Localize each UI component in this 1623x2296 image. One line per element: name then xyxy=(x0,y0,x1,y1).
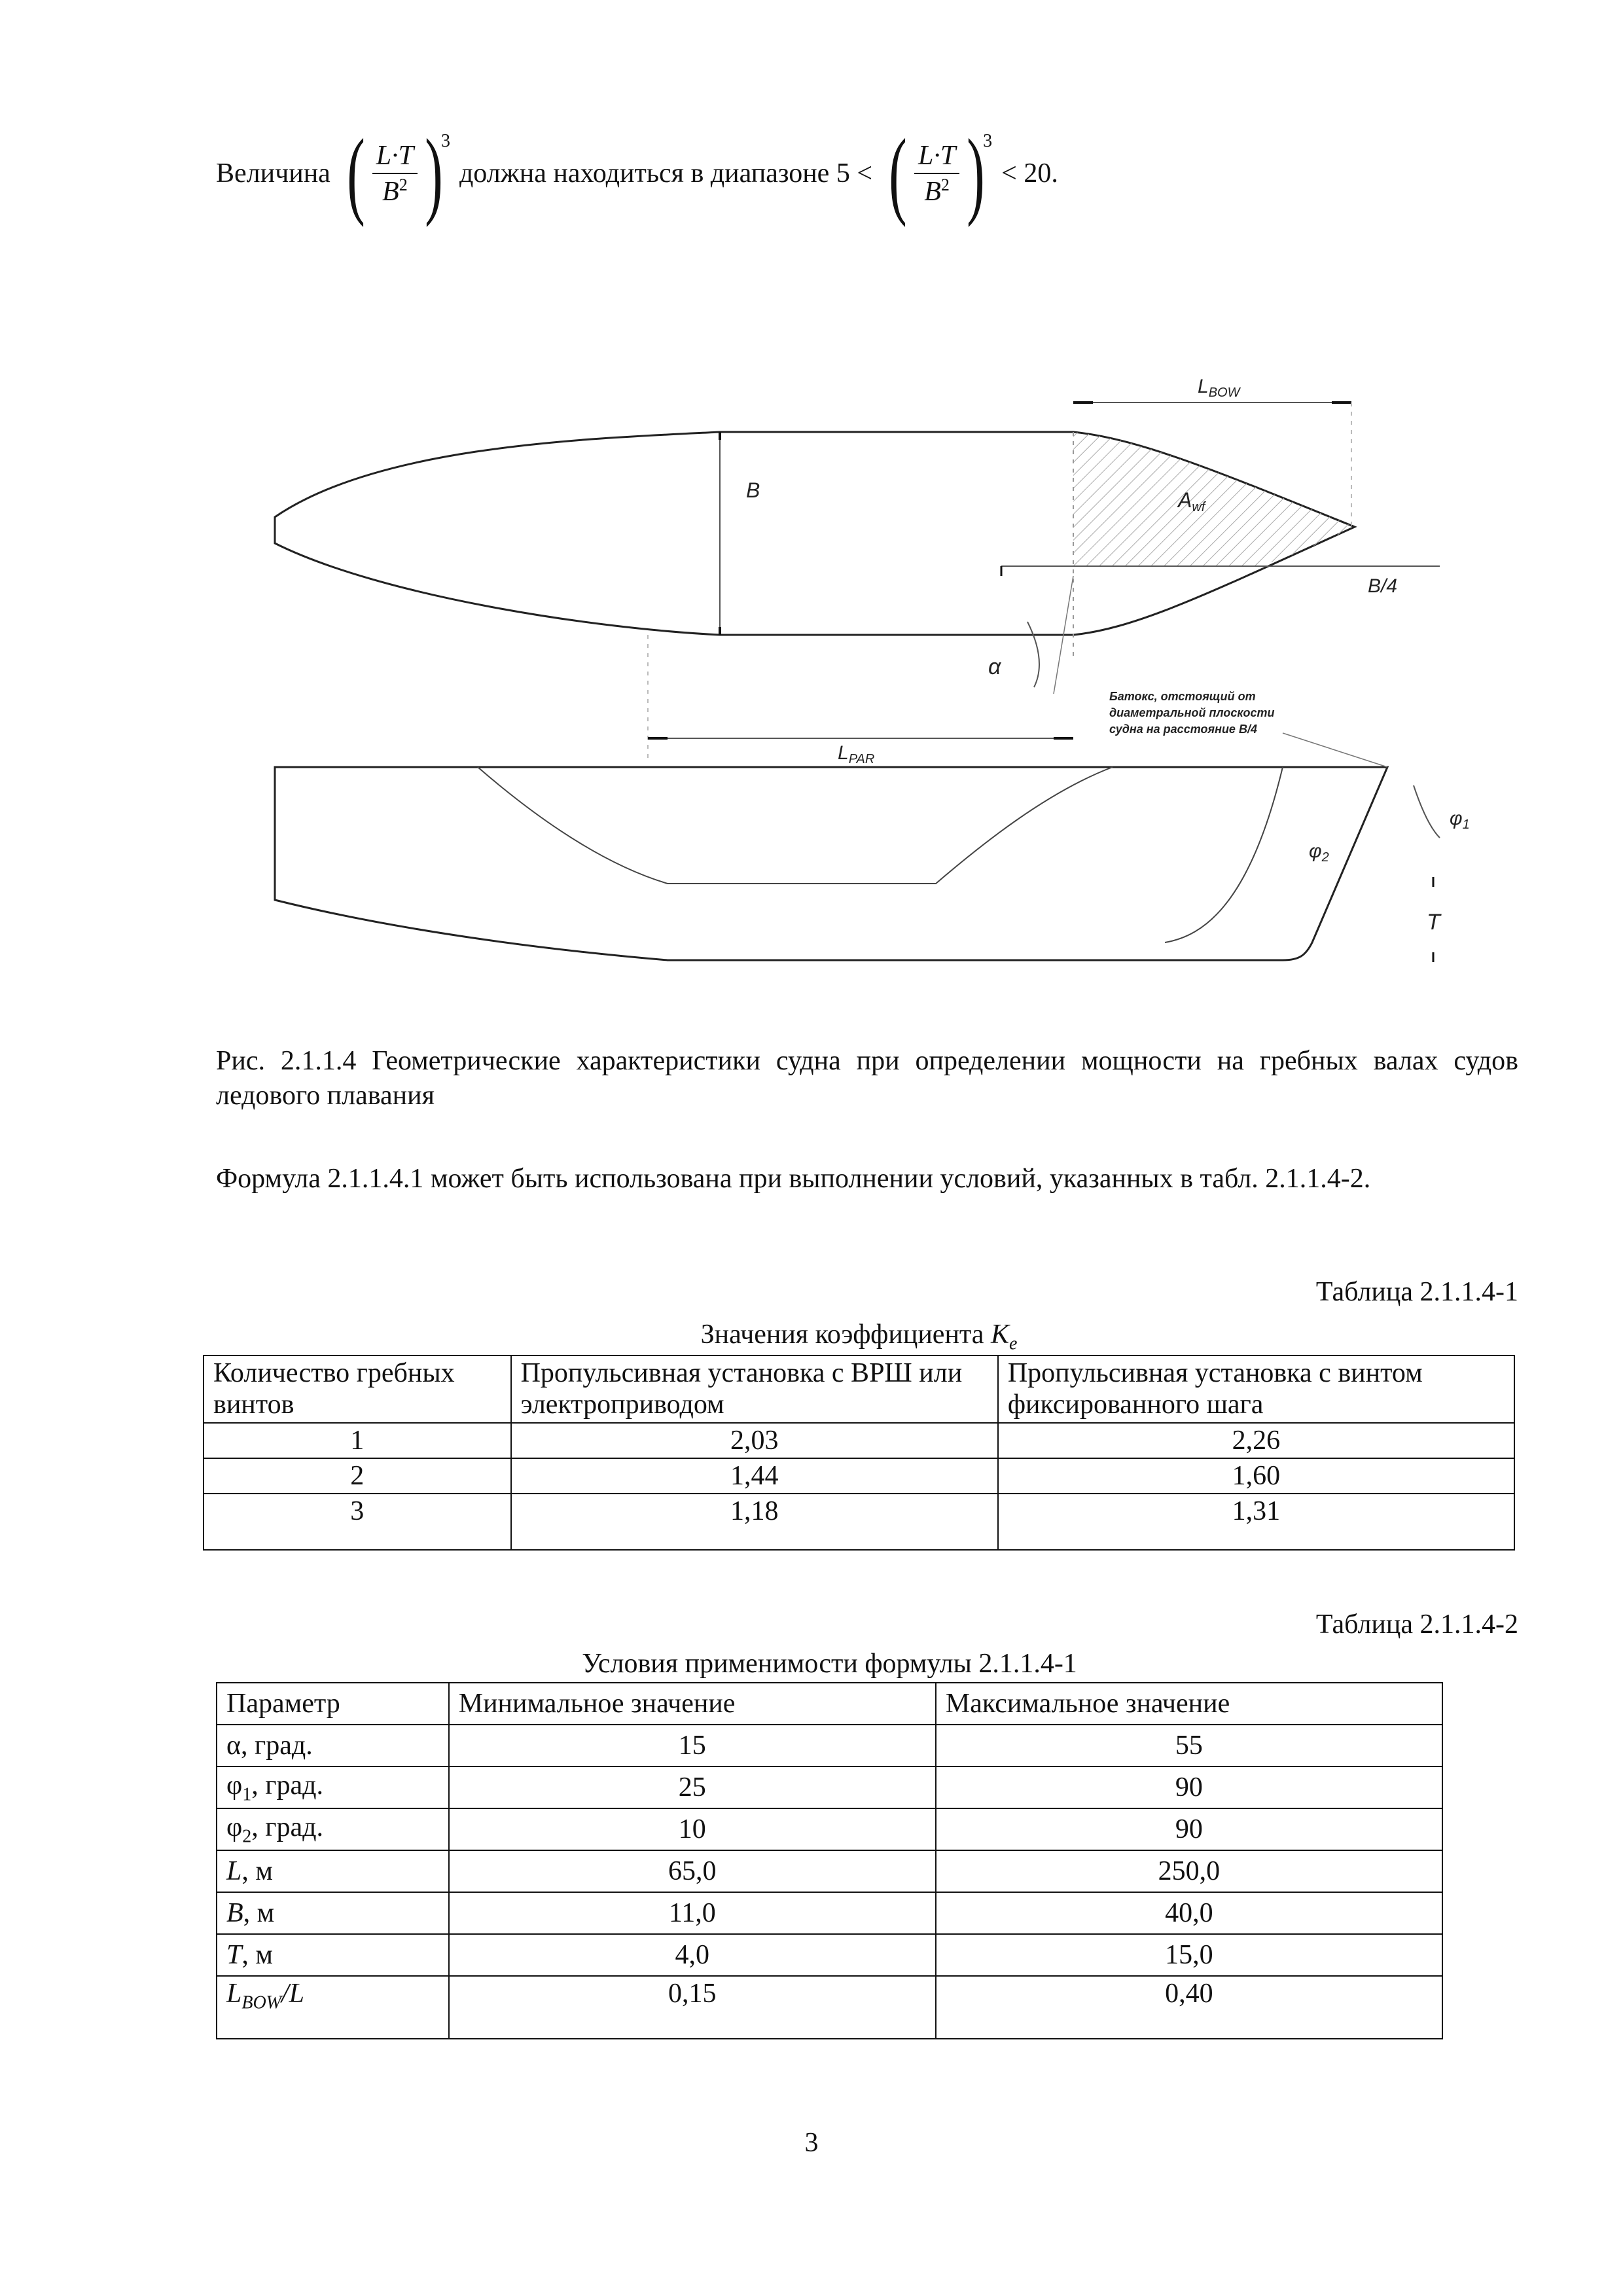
phi1-label: $\varphi_1$ xyxy=(1450,808,1470,832)
formula-fraction-1: ( $\frac{L\cdot T}{B^2}$ ) 3 xyxy=(347,119,450,228)
table-row: 1 2,03 2,26 xyxy=(204,1423,1514,1458)
table1-number: Таблица 2.1.1.4-1 xyxy=(1315,1277,1518,1307)
figure-caption: Рис. 2.1.1.4 Геометрические характеристики судна при определении мощности на гребных валах судов ледового плавания xyxy=(216,1046,1518,1111)
table-row: $\varphi_1$, град. 25 90 xyxy=(217,1767,1442,1808)
table-row: α, град. 15 55 xyxy=(217,1725,1442,1767)
bow-area-hatch xyxy=(1073,432,1355,566)
b4-label: B/4 xyxy=(1368,575,1398,597)
a-wf-label: Awf xyxy=(1178,488,1205,514)
table-header-row xyxy=(204,1355,1514,1423)
formula-suffix: < 20. xyxy=(1001,158,1058,188)
fraction-exponent: 3 xyxy=(440,131,450,151)
fraction-numerator: L·T xyxy=(918,140,956,171)
l-bow-label: $L_{BOW}$ xyxy=(1198,376,1240,400)
fraction-denominator: B xyxy=(924,176,941,207)
table-header-row: Параметр Минимальное значение Максимальное значение xyxy=(217,1683,1442,1725)
ship-geometry-figure xyxy=(262,367,1492,1021)
table-header-cell: Пропульсивная установка с ВРШ или электроприводом xyxy=(511,1355,998,1423)
table2-title: Условия применимости формулы 2.1.1.4-1 xyxy=(582,1649,1077,1679)
table-header-cell: Количество гребных винтов xyxy=(204,1355,511,1423)
table-row: $\varphi_2$, град. 10 90 xyxy=(217,1808,1442,1850)
alpha-label: α xyxy=(988,655,1001,679)
table-row: T, м 4,0 15,0 xyxy=(217,1934,1442,1976)
alpha-arc xyxy=(1027,622,1039,687)
table1 xyxy=(203,1355,1515,1551)
profile-hull xyxy=(275,767,1387,960)
buttock-note: Батокс, отстоящий от диаметральной плоскости судна на расстояние B/4 xyxy=(1109,690,1275,736)
t-label: T xyxy=(1427,910,1440,935)
fraction-numerator: L·T xyxy=(376,140,414,171)
buttock-line xyxy=(478,767,1113,884)
l-par-label: $L_{PAR}$ xyxy=(838,742,875,766)
table2 xyxy=(216,1682,1443,2039)
table-row: B, м 11,0 40,0 xyxy=(217,1892,1442,1934)
formula-line xyxy=(216,111,1329,236)
table-row: 3 1,18 1,31 xyxy=(204,1494,1514,1550)
table-row: 2 1,44 1,60 xyxy=(204,1458,1514,1494)
formula-middle: должна находиться в диапазоне 5 < xyxy=(459,158,873,188)
table-row: L, м 65,0 250,0 xyxy=(217,1850,1442,1892)
table-row: $L_{BOW}/L$ 0,15 0,40 xyxy=(217,1976,1442,2039)
table1-title: Значения коэффициента $K_e$ xyxy=(700,1319,1018,1354)
table-header-cell: Пропульсивная установка с винтом фиксированного шага xyxy=(998,1355,1514,1423)
b-label: B xyxy=(746,478,760,502)
formula-prefix: Величина xyxy=(216,158,330,188)
buttock-line-stem xyxy=(1165,767,1283,942)
body-paragraph: Формула 2.1.1.4.1 может быть использована при выполнении условий, указанных в табл. 2.1.1.4-2. xyxy=(216,1164,1371,1194)
table2-number: Таблица 2.1.1.4-2 xyxy=(1315,1609,1518,1640)
fraction-denominator: B xyxy=(382,176,399,207)
page-number: 3 xyxy=(804,2128,819,2158)
formula-fraction-2: ( $\frac{L\cdot T}{B^2}$ ) 3 xyxy=(889,119,993,228)
phi2-label: $\varphi_2$ xyxy=(1309,840,1329,865)
fraction-exponent: 3 xyxy=(983,131,993,151)
